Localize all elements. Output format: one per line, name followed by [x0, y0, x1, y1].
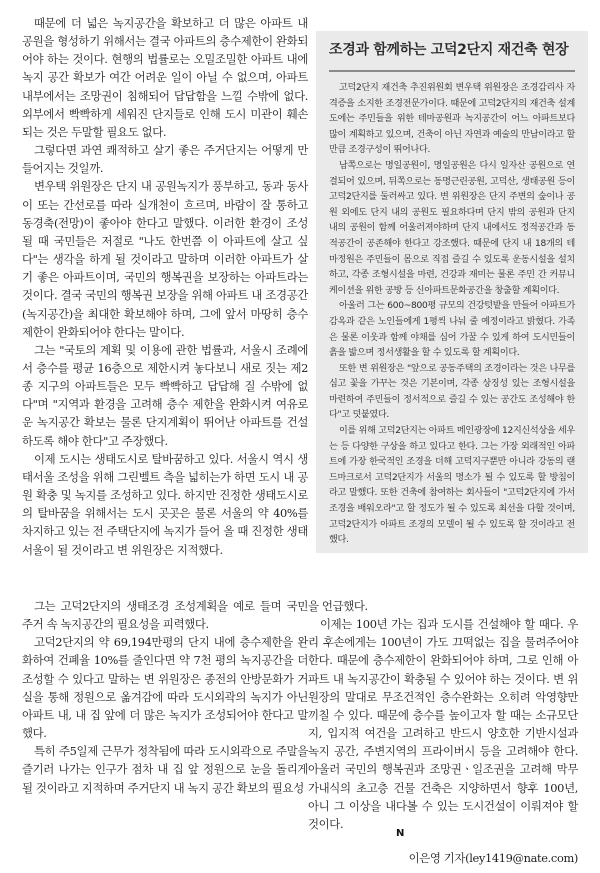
article-paragraph: 특히 주5일제 근무가 정착됨에 따라 도시외곽으로 주말을 즐기러 나가는 인구가 점차 내 집 앞 정원으로 눈을 돌리게 될 것이라고 지적하며 주거단지 내 녹지 공간 확보의 필요성	[22, 744, 308, 795]
article-paragraph: 때문에 더 넓은 녹지공간을 확보하고 더 많은 아파트 내 공원을 형성하기 위해서는 결국 아파트의 층수제한이 완화되어야 하는 것이다. 현행의 법률로는 오밀조밀한 아파트 내에 녹지 공간 확보가 여간 어려운 일이 아닐 수 없으며, 아파트 내부에서는 조망권이 침해되어 답답함을 느낄 수밖에 없다. 외부에서 빡빡하게 세워진 단지들로 인해 도시 미관이 훼손되는 것은 두말할 필요도 없다.	[22, 16, 308, 139]
sidebar-paragraph: 아울러 그는 600~800평 규모의 건강텃밭을 만들어 아파트가 감옥과 같은 노인들에게 1평씩 나눠 줄 예정이라고 밝혔다. 가족은 물론 이웃과 함께 야채를 심어 가꿀 수 있게 하여 도시민들이 흙을 밟으며 정서생활을 할 수 있도록 할 계획이다.	[329, 301, 575, 359]
publisher-logo-text: N	[396, 828, 405, 839]
article-paragraph: 변우택 위원장은 단지 내 공원녹지가 풍부하고, 동과 동사이 또는 간선로를 따라 실개천이 흐르며, 바람이 잘 통하고 동경축(전망)이 좋아야 한다고 말했다. 이러한 환경이 조성될 때 국민들은 저절로 "나도 한번쯤 이 아파트에 살고 싶다"는 생각을 하게 될 것이라고 말하며 이러한 아파트가 살기 좋은 아파트이며, 국민의 행복권을 보장하는 아파트라는 것이다. 결국 국민의 행복권 보장을 위해 아파트 내 조경공간(녹지공간)을 최대한 확보해야 하며, 그에 앞서 마땅히 층수제한이 완화되어야 한다는 말이다.	[22, 179, 308, 339]
byline: 이은영 기자(ley1419@nate.com)	[408, 851, 578, 865]
article-column-left-top	[22, 14, 308, 559]
sidebar-paragraph: 이를 위해 고덕2단지는 아파트 메인광장에 12지신석상을 세우는 등 다양한 구상을 하고 있다고 한다. 그는 가장 외래적인 아파트에 가장 한국적인 조경을 더해 고덕지구뿐만 아니라 강동의 랜드마크로서 고덕2단지가 서울의 명소가 될 수 있도록 할 방침이라고 말했다. 또한 건축에 참여하는 회사들이 "고덕2단지에 가서 조경을 배워오라"고 할 정도가 될 수 있도록 최선을 다할 것이며, 고덕2단지가 아파트 조경의 모델이 될 수 있도록 할 것이라고 전했다.	[329, 426, 575, 546]
sidebar-divider	[329, 70, 575, 72]
sidebar-paragraph: 또한 변 위원장은 "앞으로 공동주택의 조경이라는 것은 나무를 심고 꽃을 가꾸는 것은 기본이며, 각종 상징성 있는 조형시설을 마련하여 주민들이 정서적으로 즐길 수 있는 공간도 조성해야 한다"고 덧붙였다.	[329, 363, 575, 421]
article-paragraph: 을 언급했다.	[308, 599, 368, 613]
sidebar-paragraph: 고덕2단지 재건축 추진위원회 변우택 위원장은 조경감리사 자격증을 소지한 조경전문가이다. 때문에 고덕2단지의 재건축 설계도에는 주민들을 위한 테마공원과 녹지공간이 어느 아파트보다 많이 계획하고 있으며, 건축이 아닌 자연과 예술의 만남이라고 할 만큼 조경구성이 뛰어나다.	[329, 83, 575, 156]
article-paragraph: 이제는 100년 가는 집과 도시를 건설해야 할 때다. 우리 후손에게는 100년이 가도 끄떡없는 집을 물려주어야 한다. 때문에 층수제한이 완화되어야 하며, 그로 인해 아파트 내 녹지공간이 확충될 수 있어야 하는 것이다. 변 위원장의 말대로 무조건적인 층수완화는 오히려 악영향만 끼칠 수 있다. 때문에 층수를 높이고자 할 때는 소규모단지, 입지적 여건을 고려하고 반드시 양호한 기반시설과 녹지 공간, 주변지역의 프라이버시 등을 고려해야 한다. 아울러 국민의 행복권과 조망권ㆍ일조권을 고려해 막무가내식의 초고층 건물 건축은 지양하면서 향후 100년, 아니 그 이상을 내다볼 수 있는 도시건설이 이뤄져야 할 것이다.	[308, 617, 578, 831]
article-paragraph: 그렇다면 과연 쾌적하고 살기 좋은 주거단지는 어떻게 만들어지는 것일까.	[22, 143, 308, 176]
article-column-right-bottom	[308, 597, 578, 833]
sidebar-box	[316, 31, 588, 553]
article-paragraph: 이제 도시는 생태도시로 탈바꿈하고 있다. 서울시 역시 생태서울 조성을 위해 그린벨트 측을 넓히는가 하면 도시 내 공원 확충 및 녹지를 조성하고 있다. 하지만 진정한 생태도시로의 탈바꿈을 위해서는 도시 곳곳은 물론 서울의 약 40%를 차지하고 있는 전 주택단지에 녹지가 들어 올 때 진정한 생태서울이 될 것이라고 변 위원장은 지적했다.	[22, 451, 308, 557]
article-column-left-bottom	[22, 597, 308, 797]
publisher-logo-icon	[396, 829, 409, 839]
sidebar-title: 조경과 함께하는 고덕2단지 재건축 현장	[329, 42, 569, 58]
article-paragraph: 그는 고덕2단지의 생태조경 조성계획을 예로 들며 국민 주거 속 녹지공간의 필요성을 피력했다.	[22, 599, 308, 632]
sidebar-paragraph: 남쪽으로는 명일공원이, 명일공원은 다시 일자산 공원으로 연결되어 있으며, 뒤쪽으로는 동명근린공원, 고덕산, 생태공원 등이 고덕2단지를 둘러싸고 있다. 변 위원장은 단지 주변의 숲이나 공원 외에도 단지 내의 공원도 필요하다며 단지 밖의 공원과 단지 내의 공원이 함께 어울러져야하며 단지 내에서도 정적공간과 동적공간이 공존해야 한다고 강조했다. 때문에 단지 내 18개의 테마정원은 주민들이 몸으로 직접 즐길 수 있도록 운동시설을 설치하고, 각종 조형시설을 마련, 건강과 재미는 물론 주민 간 커뮤니케이션을 위한 공방 등 신아파트문화공간을 창출할 계획이다.	[329, 160, 575, 296]
article-paragraph: 그는 "국토의 계획 및 이용에 관한 법률과, 서울시 조례에서 층수를 평균 16층으로 제한시켜 놓다보니 새로 짓는 제2종 지구의 아파트들은 모두 빡빡하고 답답해 질 수밖에 없다"며 "지역과 환경을 고려해 층수 제한을 완화시켜 여유로운 녹지공간 확보는 물론 단지계획이 뛰어난 아파트를 건설하도록 해야 한다"고 주장했다.	[22, 342, 308, 448]
article-paragraph: 고덕2단지의 약 69,194만평의 단지 내에 층수제한을 완화하여 건폐율 10%를 줄인다면 약 7천 평의 녹지공간을 더 조성할 수 있다고 말하는 변 위원장은 종전의 안방문화가 거실을 통해 정원으로 옮겨감에 따라 도시외곽의 녹지가 아닌 아파트 내, 내 집 앞에 더 많은 녹지가 조성되어야 한다고 말했다.	[22, 635, 308, 741]
